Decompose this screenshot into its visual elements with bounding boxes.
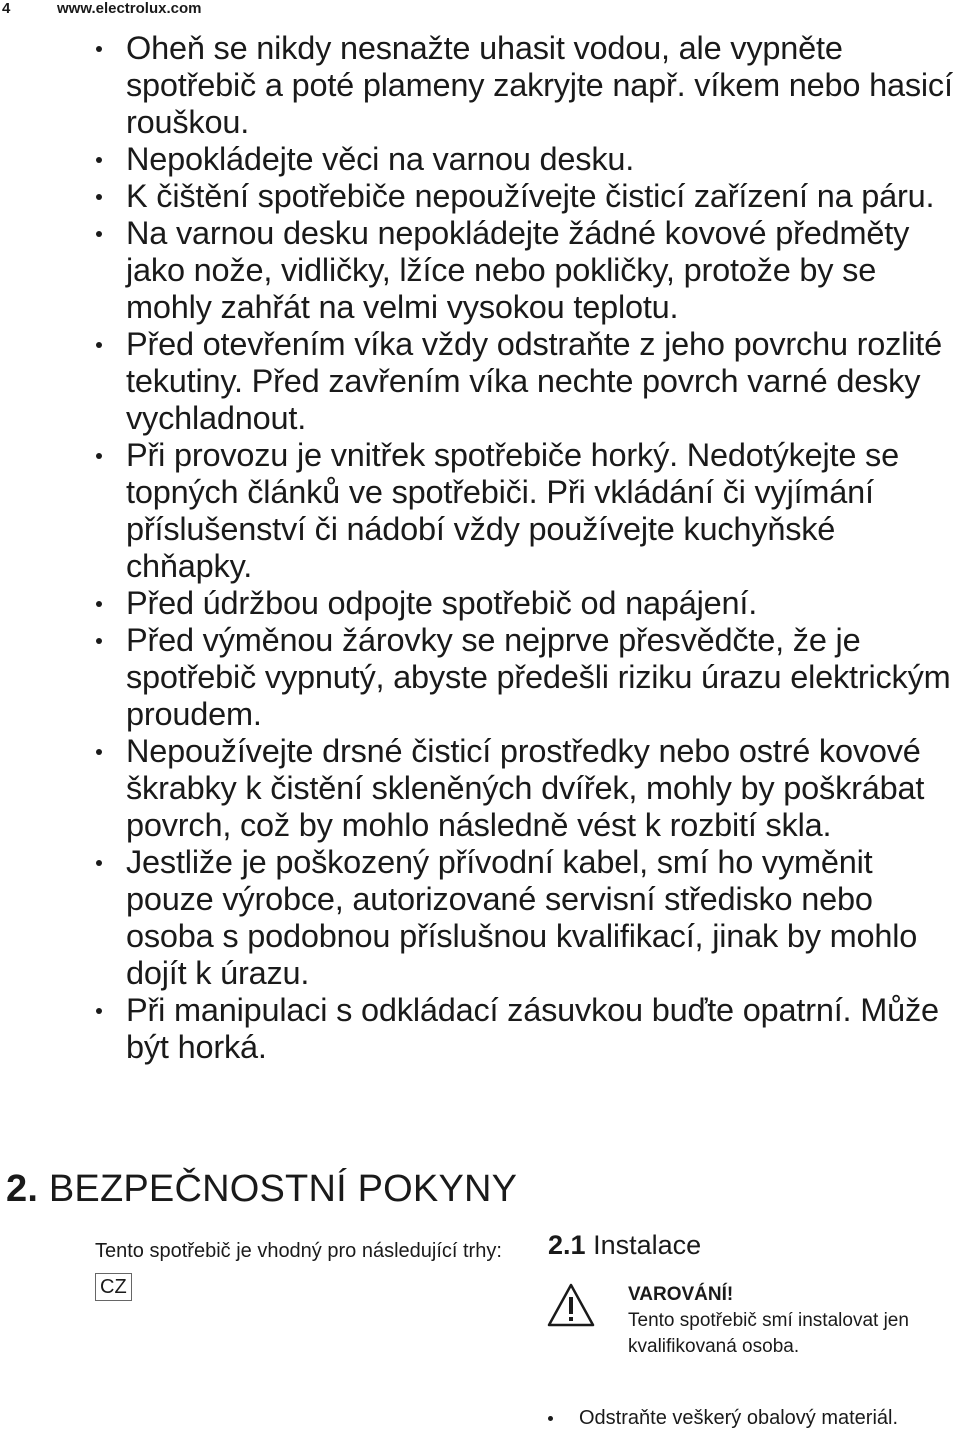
list-item-text: Na varnou desku nepokládejte žádné kovové předměty jako nože, vidličky, lžíce nebo pokličky, protože by se mohly zahřát na velmi vysokou teplotu. (126, 215, 910, 325)
list-item-text: Při provozu je vnitřek spotřebiče horký. Nedotýkejte se topných článků ve spotřebiči. Při vkládání či vyjímání příslušenství či nádobí vždy používejte kuchyňské chňapky. (126, 437, 899, 584)
list-item-text: Nepoužívejte drsné čisticí prostředky nebo ostré kovové škrabky k čistění skleněných dvířek, mohly by poškrábat povrch, což by mohlo následně vést k rozbití skla. (126, 733, 925, 843)
list-item (0, 30, 960, 141)
list-item-text: Oheň se nikdy nesnažte uhasit vodou, ale vypněte spotřebič a poté plameny zakryjte např. víkem nebo hasicí rouškou. (126, 30, 953, 140)
subsection-title-text: Instalace (593, 1230, 702, 1260)
bullet-icon (96, 749, 102, 755)
list-item (0, 178, 960, 215)
subsection-number: 2.1 (548, 1230, 586, 1260)
warning-label: VAROVÁNÍ! (628, 1284, 734, 1305)
warning-triangle-icon (546, 1282, 596, 1328)
page-number: 4 (2, 0, 11, 17)
list-item-text: Před otevřením víka vždy odstraňte z jeho povrchu rozlité tekutiny. Před zavřením víka nechte povrch varné desky vychladnout. (126, 326, 942, 436)
list-item (0, 733, 960, 844)
bullet-icon (96, 601, 102, 607)
list-item (0, 215, 960, 326)
list-item-text: Jestliže je poškozený přívodní kabel, smí ho vyměnit pouze výrobce, autorizované servisní středisko nebo osoba s podobnou příslušnou kvalifikací, jinak by mohlo dojít k úrazu. (126, 844, 918, 991)
section-heading (6, 1168, 517, 1211)
list-item (0, 437, 960, 585)
bullet-icon (96, 194, 102, 200)
bullet-icon (96, 342, 102, 348)
markets-text: Tento spotřebič je vhodný pro následující trhy: (95, 1240, 502, 1262)
header-url: www.electrolux.com (57, 0, 202, 17)
bullet-icon (96, 1008, 102, 1014)
list-item-text: Před údržbou odpojte spotřebič od napájení. (126, 585, 758, 621)
markets-paragraph (95, 1234, 525, 1304)
list-item-text: Odstraňte veškerý obalový materiál. (579, 1407, 899, 1429)
list-item-text: Před výměnou žárovky se nejprve přesvědčte, že je spotřebič vypnutý, abyste předešli riziku úrazu elektrickým proudem. (126, 622, 951, 732)
list-item-text: Nepokládejte věci na varnou desku. (126, 141, 635, 177)
list-item (0, 1405, 898, 1431)
list-item-text: Při manipulaci s odkládací zásuvkou buďte opatrní. Může být horká. (126, 992, 939, 1065)
list-item (0, 326, 960, 437)
bullet-icon (548, 1416, 553, 1421)
list-item-text: K čištění spotřebiče nepoužívejte čisticí zařízení na páru. (126, 178, 935, 214)
bullet-icon (96, 860, 102, 866)
market-code-box: CZ (95, 1273, 132, 1301)
safety-bullet-list (0, 30, 960, 1066)
subsection-heading (548, 1230, 701, 1261)
list-item (0, 141, 960, 178)
list-item (0, 844, 960, 992)
bullet-icon (96, 157, 102, 163)
bullet-icon (96, 638, 102, 644)
bullet-icon (96, 453, 102, 459)
bullet-icon (96, 231, 102, 237)
section-number: 2. (6, 1168, 39, 1210)
list-item (0, 622, 960, 733)
bullet-icon (96, 46, 102, 52)
warning-text: Tento spotřebič smí instalovat jen kvalifikovaná osoba. (628, 1310, 909, 1357)
list-item (0, 585, 960, 622)
section-title-text: BEZPEČNOSTNÍ POKYNY (48, 1168, 518, 1210)
list-item (0, 992, 960, 1066)
installation-list (0, 1405, 898, 1431)
